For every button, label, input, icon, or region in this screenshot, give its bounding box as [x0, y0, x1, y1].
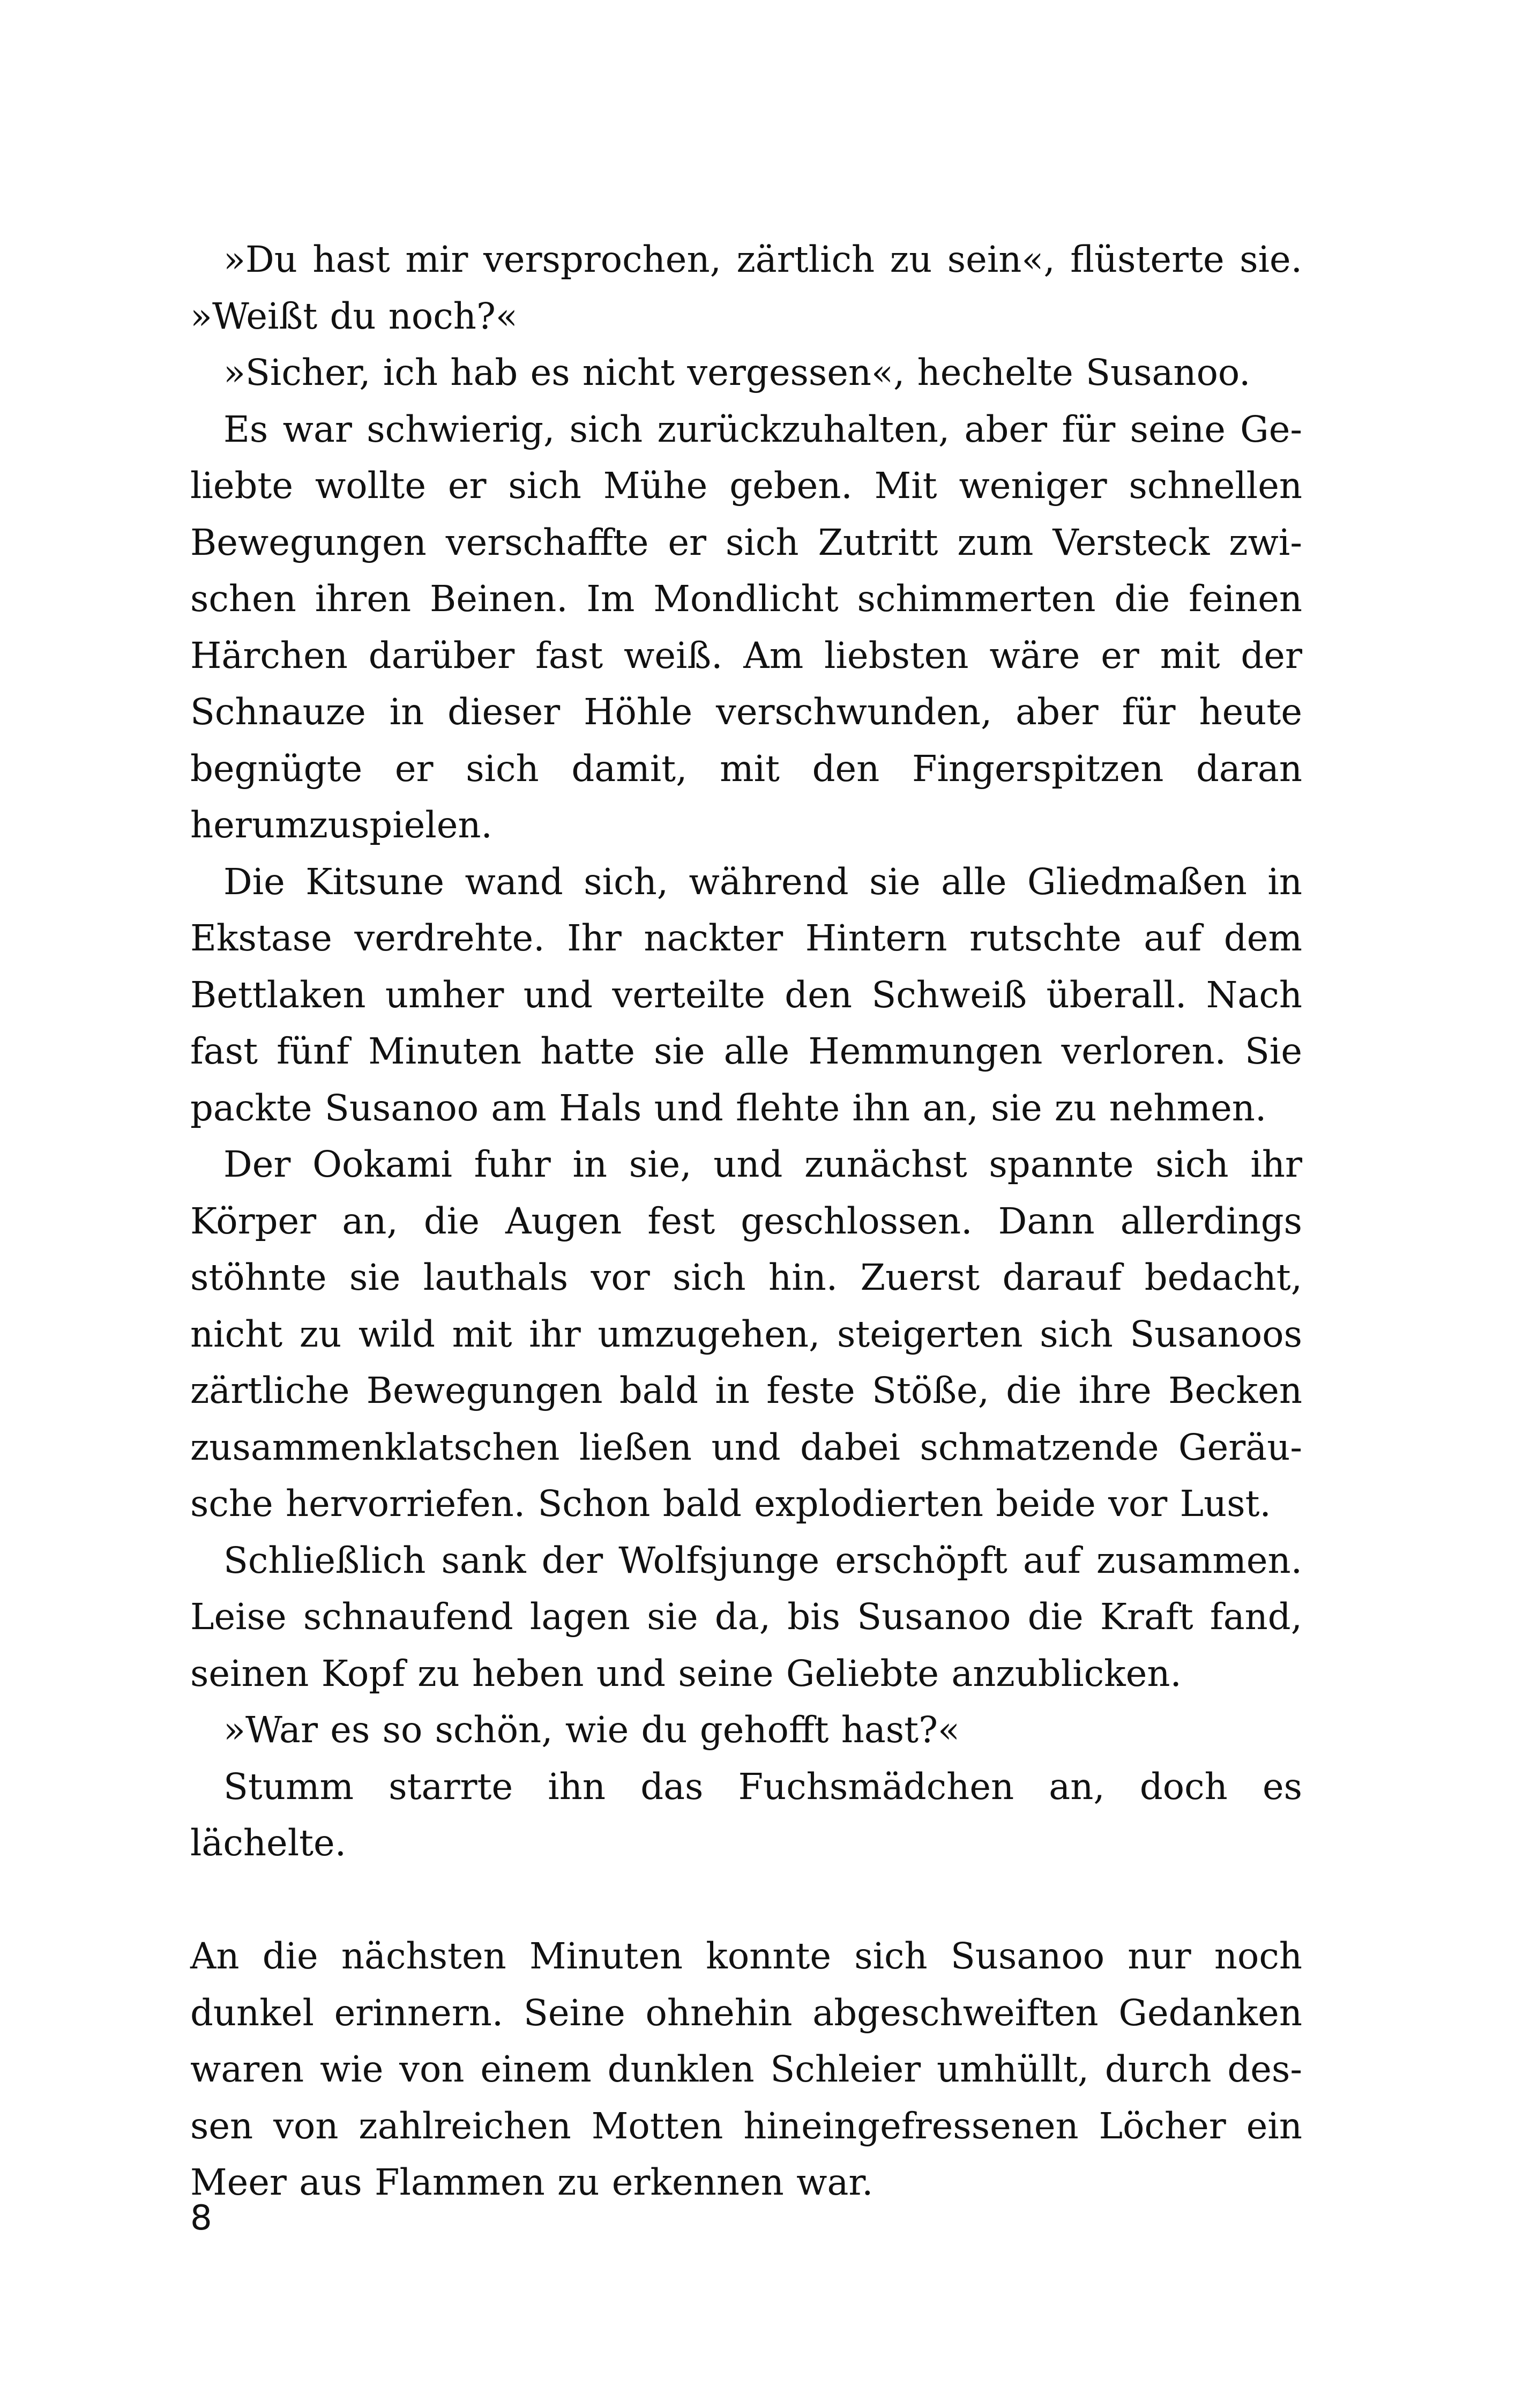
- paragraph-7: »War es so schön, wie du gehofft hast?«: [223, 1709, 960, 1751]
- paragraph-6: Schließlich sank der Wolfsjunge erschöpft auf zusammen. Leise schnaufend lagen sie da, bis Susanoo die Kraft fand, seinen Kopf zu heben und seine Geliebte anzublicken.: [190, 1539, 1302, 1694]
- section-break: [190, 1872, 1302, 1929]
- section-opening-paragraph: An die nächsten Minuten konnte sich Susanoo nur noch dunkel erinnern. Seine ohnehin abgeschweiften Gedanken waren wie von einem dunklen Schleier umhüllt, durch dessen von zahlreichen Motten hineingefressenen Löcher ein Meer aus Flammen zu erkennen war.: [190, 1935, 1302, 2203]
- paragraph-2: »Sicher, ich hab es nicht vergessen«, hechelte Susanoo.: [223, 352, 1251, 393]
- paragraph-4: Die Kitsune wand sich, während sie alle Gliedmaßen in Ekstase verdrehte. Ihr nackter Hintern rutschte auf dem Bettlaken umher und verteilte den Schweiß überall. Nach fast fünf Minuten hatte sie alle Hemmungen verloren. Sie packte Susanoo am Hals und flehte ihn an, sie zu nehmen.: [190, 860, 1302, 1129]
- paragraph-5: Der Ookami fuhr in sie, und zunächst spannte sich ihr Körper an, die Augen fest geschlossen. Dann allerdings stöhnte sie lauthals vor sich hin. Zuerst darauf bedacht, nicht zu wild mit ihr umzugehen, steigerten sich Susanoos zärtliche Bewegungen bald in feste Stöße, die ihre Becken zusammenklatschen ließen und dabei schmatzende Geräusche hervorriefen. Schon bald explodierten beide vor Lust.: [190, 1143, 1302, 1525]
- page-number: 8: [190, 2198, 212, 2238]
- paragraph-1: »Du hast mir versprochen, zärtlich zu sein«, flüsterte sie. »Weißt du noch?«: [190, 239, 1302, 337]
- paragraph-8: Stumm starrte ihn das Fuchsmädchen an, doch es lächelte.: [190, 1765, 1302, 1864]
- body-text: [190, 232, 1302, 2211]
- paragraph-3: Es war schwierig, sich zurückzuhalten, aber für seine Geliebte wollte er sich Mühe geben. Mit weniger schnellen Bewegungen verschaffte er sich Zutritt zum Versteck zwischen ihren Beinen. Im Mondlicht schimmerten die feinen Härchen darüber fast weiß. Am liebsten wäre er mit der Schnauze in dieser Höhle verschwunden, aber für heute begnügte er sich damit, mit den Fingerspitzen daran herumzuspielen.: [190, 408, 1302, 846]
